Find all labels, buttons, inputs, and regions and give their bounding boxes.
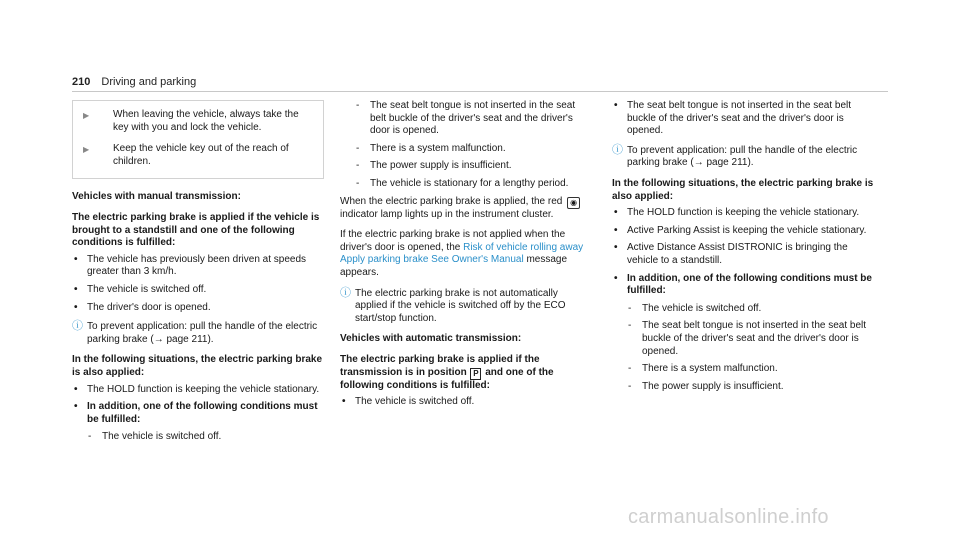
heading-text: The electric parking brake is applied if the transmission is in position [340,353,540,378]
dash-mark: - [356,142,360,154]
info-icon: ⓘ [72,320,83,333]
heading-conditions [340,354,592,392]
note [72,321,324,346]
sub-list-text: There is a system malfunction. [370,142,506,154]
parking-brake-indicator-icon: ◉ [567,197,580,209]
list-item: • The vehicle is switched off. [72,284,324,297]
paragraph-not-applied [340,229,592,279]
list-item: • Active Parking Assist is keeping the vehicle stationary. [612,225,874,238]
sub-list-text: There is a system malfunction. [642,363,778,375]
column-left [72,100,324,449]
list-item-condition: • In addition, one of the following conditions must be fulfilled: [72,401,324,426]
page-number: 210 [72,76,91,88]
note-text: To prevent application: pull the handle of the electric parking brake (→ page 211). [87,321,318,345]
list-item: • The vehicle has previously been driven at speeds greater than 3 km/h. [72,254,324,279]
info-icon: ⓘ [612,143,623,156]
column-middle [340,100,592,414]
list-item-condition: • In addition, one of the following conditions must be fulfilled: [612,273,874,298]
tip-item [73,109,315,134]
dash-mark: - [356,177,360,189]
sub-list-text: The power supply is insufficient. [642,380,784,392]
tip-text: Keep the vehicle key out of the reach of children. [113,143,289,167]
dash-mark: - [628,320,632,332]
paragraph-text: If the electric parking brake is not applied when the driver's door is opened, the [340,229,566,253]
sub-list-text: The vehicle is switched off. [642,302,762,314]
note-text: To prevent application: pull the handle of the electric parking brake (→ page 211). [627,144,858,169]
watermark: carmanualsonline.info [628,506,829,528]
tip-item [73,143,315,168]
sub-list-item [340,100,592,138]
list-item: • The driver's door is opened. [72,302,324,315]
sub-list-item [340,178,592,191]
heading-text: and one of the following conditions is fulfilled: [340,366,554,391]
dash-mark: - [356,160,360,172]
heading-situations: In the following situations, the electric parking brake is also applied: [72,354,323,378]
paragraph-text: When the electric parking brake is applied, the red [340,195,563,207]
play-arrow-icon: ▶ [83,111,90,120]
heading-conditions: The electric parking brake is applied if the vehicle is brought to a standstill and one of the following conditions is fulfilled: [72,211,320,249]
dash-mark: - [628,380,632,392]
sub-list-item [612,303,874,316]
note [612,145,874,170]
list-item: • The seat belt tongue is not inserted in the seat belt buckle of the driver's seat and the driver's door is opened. [612,100,874,138]
sub-list-text: The vehicle is stationary for a lengthy period. [370,177,569,189]
dash-mark: - [628,363,632,375]
dash-mark: - [88,431,92,443]
park-position-symbol: P [470,368,481,380]
section-title: Driving and parking [101,76,197,88]
paragraph-applied [340,196,592,222]
paragraph-text: message appears. [340,254,568,278]
sub-list-item [72,431,324,444]
note [340,288,592,326]
list-item: • The HOLD function is keeping the vehicle stationary. [72,384,324,397]
paragraph-text: indicator lamp lights up in the instrument cluster. [340,208,554,220]
sub-list-text: The seat belt tongue is not inserted in the seat belt buckle of the driver's seat and the driver's door is opened. [642,320,867,357]
list-item: • The vehicle is switched off. [340,396,592,409]
page-header [72,76,196,88]
sub-list-item [340,160,592,173]
sub-list-item [612,363,874,376]
list-item: • The HOLD function is keeping the vehicle stationary. [612,207,874,220]
display-message-text: Risk of vehicle rolling away Apply parking brake See Owner's Manual [340,241,584,266]
dash-mark: - [356,100,360,111]
column-right [612,100,874,398]
sub-list-text: The vehicle is switched off. [102,431,222,443]
sub-list-item [612,381,874,394]
sub-list-item [612,320,874,358]
tip-text: When leaving the vehicle, always take the key with you and lock the vehicle. [113,109,299,133]
note-text: The electric parking brake is not automatically applied if the vehicle is switched off by the ECO start/stop function. [355,287,566,324]
sub-list-item [340,143,592,156]
tip-box [72,100,324,179]
info-icon: ⓘ [340,286,351,299]
sub-list-text: The power supply is insufficient. [370,160,512,172]
list-item: • Active Distance Assist DISTRONIC is bringing the vehicle to a standstill. [612,242,874,267]
header-divider [72,91,888,92]
dash-mark: - [628,302,632,314]
heading-automatic-transmission: Vehicles with automatic transmission: [340,333,522,345]
heading-situations: In the following situations, the electric parking brake is also applied: [612,177,874,202]
sub-list-text: The seat belt tongue is not inserted in the seat belt buckle of the driver's seat and the driver's door is opened. [370,100,576,137]
play-arrow-icon: ▶ [83,145,90,155]
heading-manual-transmission: Vehicles with manual transmission: [72,191,241,203]
